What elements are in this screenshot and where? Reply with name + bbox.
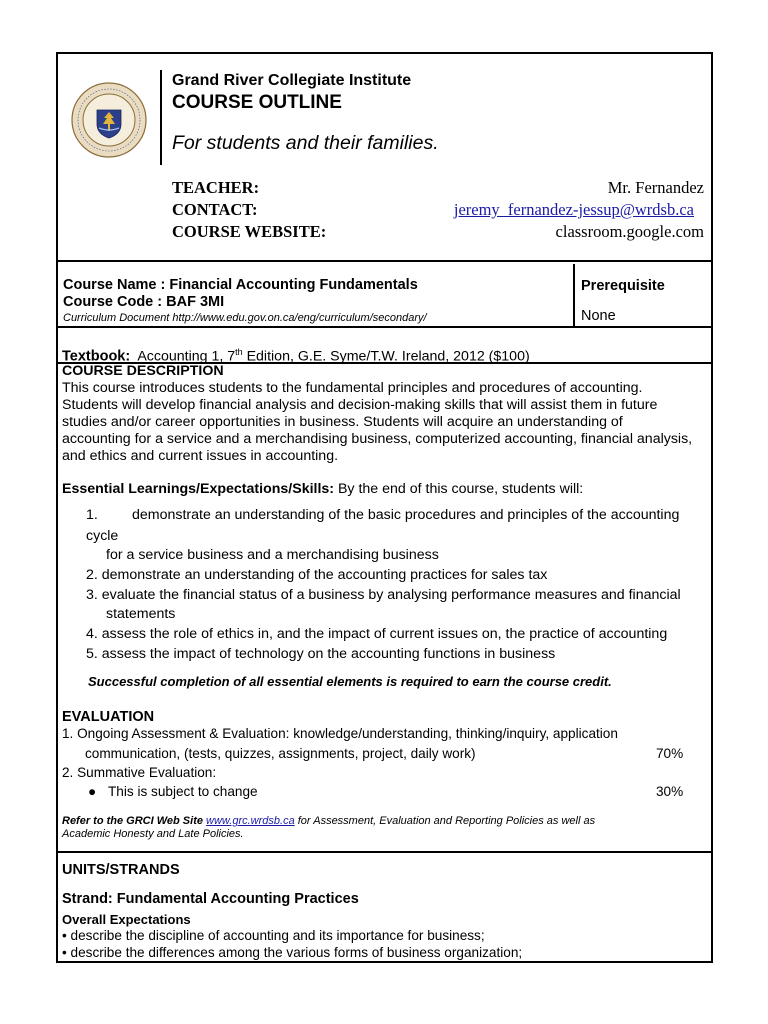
units-heading: UNITS/STRANDS <box>62 862 180 878</box>
course-info <box>63 277 573 324</box>
learning-item-2: 2. demonstrate an understanding of the accounting practices for sales tax <box>86 567 548 583</box>
evaluation-item-2: 2. Summative Evaluation: <box>62 765 217 780</box>
grci-website-note <box>62 815 707 841</box>
evaluation-item-1-percent: 70% <box>656 746 684 761</box>
learnings-label: Essential Learnings/Expectations/Skills: <box>62 481 335 497</box>
description-heading: COURSE DESCRIPTION <box>62 363 224 379</box>
website-label: COURSE WEBSITE: <box>172 222 327 241</box>
logo-divider <box>160 70 162 165</box>
learning-item-5: 5. assess the impact of technology on the accounting functions in business <box>86 646 556 662</box>
description-line: accounting for a service and a merchandising business, computerized accounting, financial analysis, <box>62 431 693 447</box>
learning-item-4: 4. assess the role of ethics in, and the impact of current issues on, the practice of accounting <box>86 626 668 642</box>
learning-item-1-cont: cycle <box>86 528 119 544</box>
school-name: Grand River Collegiate Institute <box>172 72 412 89</box>
tagline: For students and their families. <box>172 132 439 154</box>
contact-row <box>172 200 704 220</box>
course-code: Course Code : BAF 3MI <box>63 294 225 310</box>
course-outline-frame <box>56 52 713 963</box>
divider <box>58 326 711 328</box>
column-divider <box>573 264 575 328</box>
textbook-details: Edition, G.E. Syme/T.W. Ireland, 2012 ($100) <box>242 348 530 365</box>
learning-item-1-cont: for a service business and a merchandising business <box>106 547 439 563</box>
course-description <box>62 363 707 465</box>
course-name: Course Name : Financial Accounting Fundamentals <box>63 277 418 293</box>
evaluation-item-1-cont: communication, (tests, quizzes, assignments, project, daily work) <box>85 746 476 761</box>
textbook-sup: th <box>235 347 243 357</box>
divider <box>58 851 711 853</box>
description-line: Students will develop financial analysis and decision-making skills that will assist them in future <box>62 397 658 413</box>
learnings-intro-text: By the end of this course, students will: <box>334 481 584 497</box>
bullet-icon: ● <box>88 784 97 799</box>
prerequisite-label: Prerequisite <box>581 278 665 294</box>
website-value: classroom.google.com <box>555 222 704 241</box>
learning-item-3: 3. evaluate the financial status of a business by analysing performance measures and financial <box>86 587 681 603</box>
refer-label: Refer to the GRCI Web Site <box>62 815 203 827</box>
learning-item-3-cont: statements <box>106 606 176 622</box>
prerequisite-value: None <box>581 308 616 324</box>
refer-text: for Assessment, Evaluation and Reporting Policies as well as <box>294 815 596 827</box>
contact-email-link[interactable]: jeremy_fernandez-jessup@wrdsb.ca <box>453 200 694 219</box>
contact-label: CONTACT: <box>172 200 258 219</box>
evaluation-heading: EVALUATION <box>62 709 155 725</box>
learning-item-1: demonstrate an understanding of the basic procedures and principles of the accounting <box>132 507 680 523</box>
document-title: COURSE OUTLINE <box>172 92 342 113</box>
divider <box>58 260 711 262</box>
learnings-intro <box>62 481 707 498</box>
evaluation-bullet-percent: 30% <box>656 784 684 799</box>
refer-text-line2: Academic Honesty and Late Policies. <box>62 828 244 840</box>
learning-item-1-number: 1. <box>86 507 98 523</box>
teacher-row <box>172 178 704 198</box>
overall-expectations-heading: Overall Expectations <box>62 912 191 927</box>
expectation-item: • describe the differences among the various forms of business organization; <box>62 945 523 960</box>
grci-website-link[interactable]: www.grc.wrdsb.ca <box>206 815 295 827</box>
strand-title: Strand: Fundamental Accounting Practices <box>62 891 359 907</box>
evaluation-bullet: This is subject to change <box>108 784 258 799</box>
description-line: studies and/or career opportunities in business. Students will acquire an understanding of <box>62 414 623 430</box>
curriculum-document: Curriculum Document http://www.edu.gov.on.ca/eng/curriculum/secondary/ <box>63 312 427 324</box>
textbook-title: Accounting 1, 7 <box>137 348 236 365</box>
teacher-value: Mr. Fernandez <box>607 178 704 197</box>
expectation-item: • describe the discipline of accounting and its importance for business; <box>62 928 485 943</box>
teacher-label: TEACHER: <box>172 178 260 197</box>
textbook-label: Textbook: <box>62 348 131 365</box>
school-crest-logo <box>71 82 147 158</box>
evaluation-item-1: 1. Ongoing Assessment & Evaluation: knowledge/understanding, thinking/inquiry, application <box>62 726 618 741</box>
website-row <box>172 222 704 242</box>
description-line: This course introduces students to the fundamental principles and procedures of accounting. <box>62 380 643 396</box>
description-line: and ethics and current issues in accounting. <box>62 448 339 464</box>
credit-note: Successful completion of all essential elements is required to earn the course credit. <box>88 674 612 689</box>
